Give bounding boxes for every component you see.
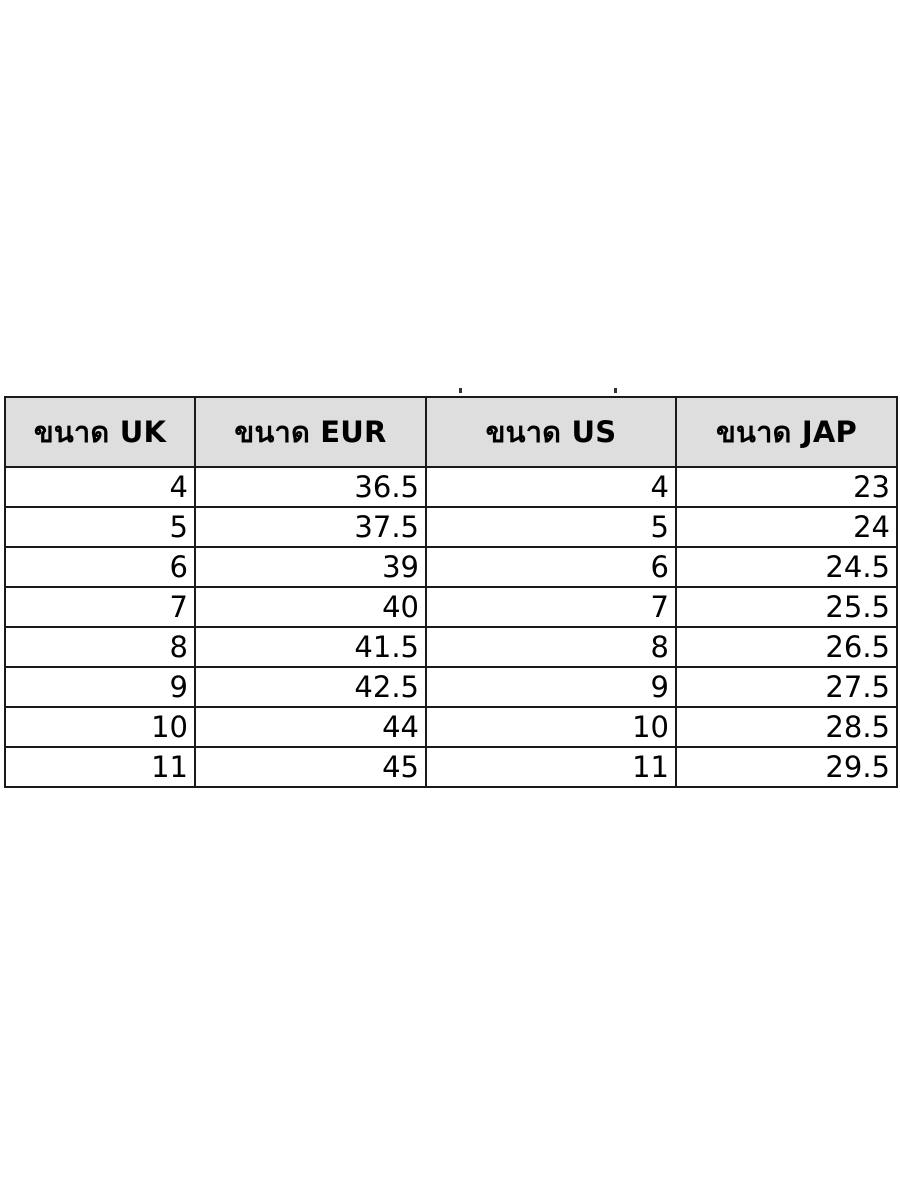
cell-jap: 25.5 — [676, 587, 897, 627]
table-row — [5, 507, 897, 547]
cell-uk: 5 — [5, 507, 195, 547]
cell-eur: 39 — [195, 547, 426, 587]
table-row — [5, 667, 897, 707]
table-header — [5, 397, 897, 467]
table-row — [5, 547, 897, 587]
cell-us: 4 — [426, 467, 676, 507]
header-uk-size: ขนาด UK — [5, 397, 195, 467]
cell-jap: 27.5 — [676, 667, 897, 707]
cell-uk: 10 — [5, 707, 195, 747]
cell-jap: 24 — [676, 507, 897, 547]
cell-eur: 36.5 — [195, 467, 426, 507]
table-body — [5, 467, 897, 787]
cell-us: 8 — [426, 627, 676, 667]
header-eur-size: ขนาด EUR — [195, 397, 426, 467]
cell-jap: 28.5 — [676, 707, 897, 747]
cell-eur: 44 — [195, 707, 426, 747]
header-row — [5, 397, 897, 467]
top-artifact-mark — [614, 388, 617, 393]
cell-eur: 37.5 — [195, 507, 426, 547]
table-row — [5, 587, 897, 627]
table-row — [5, 467, 897, 507]
cell-uk: 9 — [5, 667, 195, 707]
cell-us: 10 — [426, 707, 676, 747]
header-jap-size: ขนาด JAP — [676, 397, 897, 467]
cell-jap: 26.5 — [676, 627, 897, 667]
cell-uk: 8 — [5, 627, 195, 667]
table-row — [5, 627, 897, 667]
top-artifact-mark — [459, 388, 462, 393]
cell-us: 7 — [426, 587, 676, 627]
cell-us: 6 — [426, 547, 676, 587]
cell-uk: 7 — [5, 587, 195, 627]
cell-uk: 4 — [5, 467, 195, 507]
cell-eur: 41.5 — [195, 627, 426, 667]
table-row — [5, 707, 897, 747]
cell-eur: 40 — [195, 587, 426, 627]
cell-jap: 23 — [676, 467, 897, 507]
cell-us: 9 — [426, 667, 676, 707]
cell-eur: 45 — [195, 747, 426, 787]
cell-uk: 6 — [5, 547, 195, 587]
cell-uk: 11 — [5, 747, 195, 787]
cell-us: 5 — [426, 507, 676, 547]
size-conversion-table — [4, 396, 898, 788]
cell-us: 11 — [426, 747, 676, 787]
table-row — [5, 747, 897, 787]
header-us-size: ขนาด US — [426, 397, 676, 467]
cell-eur: 42.5 — [195, 667, 426, 707]
cell-jap: 29.5 — [676, 747, 897, 787]
cell-jap: 24.5 — [676, 547, 897, 587]
